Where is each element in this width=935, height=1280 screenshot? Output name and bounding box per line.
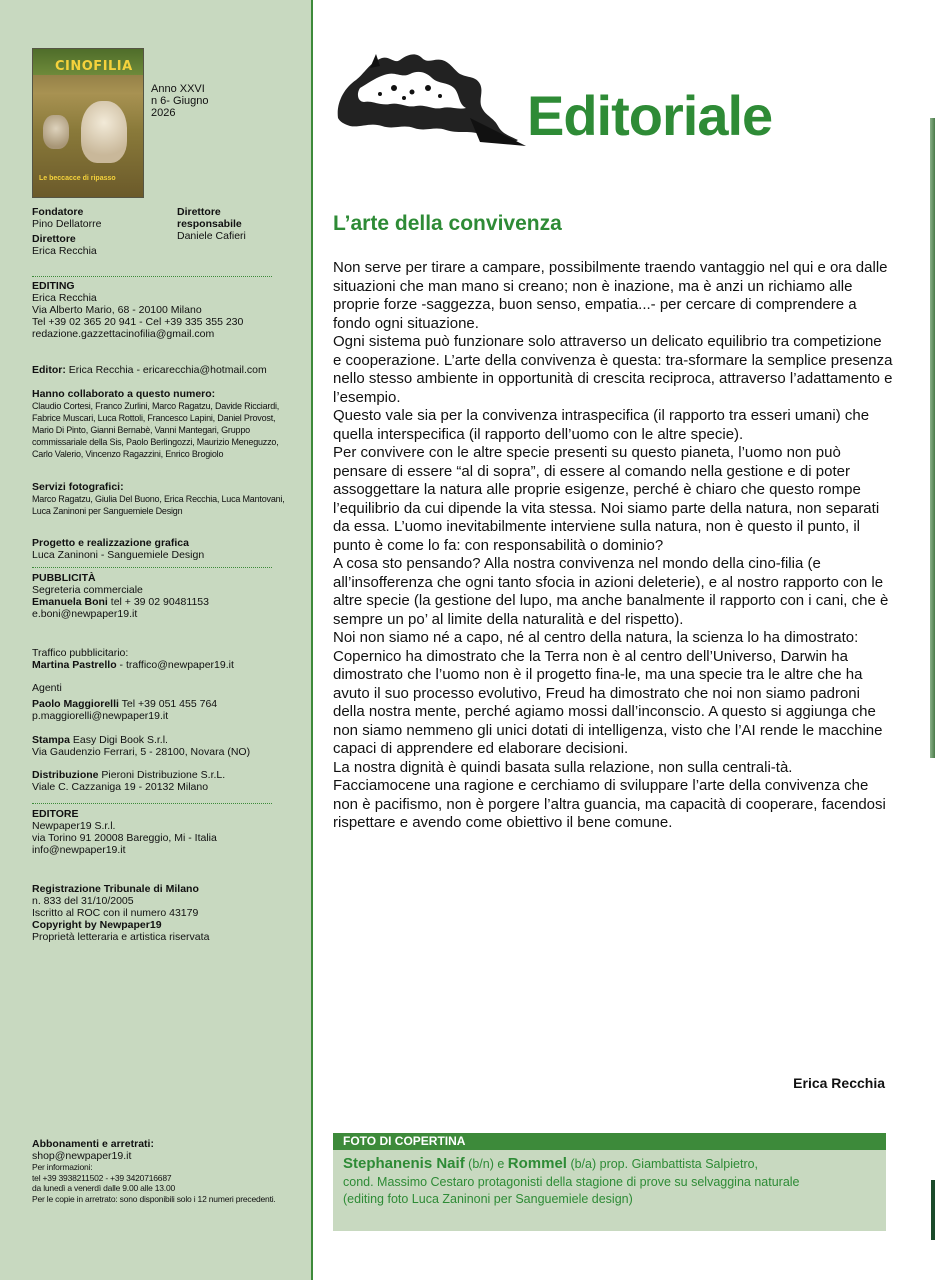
resp-label-2: responsabile <box>177 218 242 230</box>
distribution-value: Pieroni Distribuzione S.r.L. <box>98 769 226 781</box>
sidebar-colophon <box>0 0 313 1280</box>
distribution-block <box>32 769 294 793</box>
advertising-block <box>32 572 294 620</box>
graphics-value: Luca Zaninoni - Sanguemiele Design <box>32 549 205 561</box>
advertising-contact-mail: e.boni@newpaper19.it <box>32 608 138 620</box>
agents-label: Agenti <box>32 682 62 694</box>
dog2-details: (b/a) prop. Giambattista Salpietro, <box>566 1157 759 1171</box>
dog2-name: Rommel <box>507 1155 567 1172</box>
subscriptions-label: Abbonamenti e arretrati: <box>32 1138 154 1150</box>
collaborators-label: Hanno collaborato a questo numero: <box>32 388 216 400</box>
cover-photo-line: cond. Massimo Cestaro protagonisti della stagione di prove su selvaggina naturale <box>343 1174 800 1189</box>
traffic-mail: - traffico@newpaper19.it <box>116 659 234 671</box>
article-paragraph: Questo vale sia per la convivenza intraspecifica (il rapporto tra esseri umani) che quella interspecifica (il rapporto dell’uomo con le altre specie). <box>333 407 870 443</box>
cover-caption: Le beccacce di ripasso <box>39 175 116 182</box>
editing-block <box>32 280 292 340</box>
editor-value: Erica Recchia - ericarecchia@hotmail.com <box>68 364 267 376</box>
editorial-bird-illustration <box>330 48 530 148</box>
cover-photo-header: FOTO DI COPERTINA <box>333 1133 886 1150</box>
dog1-name: Stephanenis Naif <box>343 1155 465 1172</box>
cover-masthead <box>33 49 143 75</box>
resp-name: Daniele Cafieri <box>177 230 246 242</box>
advertising-label: PUBBLICITÀ <box>32 572 96 584</box>
publisher-label: EDITORE <box>32 808 79 820</box>
article-body <box>333 259 893 833</box>
traffic-block <box>32 647 294 671</box>
article-paragraph: Noi non siamo né a capo, né al centro della natura, la scienza lo ha dimostrato: Copernico ha dimostrato che la Terra non è al centro dell’Universo, Darwin ha dimostrato che l’uomo non è il progetto fina-le, ma una specie tra le altre che ha avuto il suo processo evolutivo, Freud ha dimostrato che noi non siamo padroni della nostra mente, perché agiamo mossi dall’inconscio. A questo si aggiunga che non siamo nemmeno gli unici dotati di intelligenza, visto che l’AI rende le macchine capaci di apprendere ed elaborare decisioni. <box>333 629 883 757</box>
issue-year: Anno XXVI <box>151 83 205 95</box>
divider <box>32 803 272 804</box>
distribution-address: Viale C. Cazzaniga 19 - 20132 Milano <box>32 781 209 793</box>
subscriptions-info-line: tel +39 3938211502 - +39 3420716687 <box>32 1172 172 1183</box>
print-label: Stampa <box>32 734 70 746</box>
registration-line: Iscritto al ROC con il numero 43179 <box>32 907 199 919</box>
graphics-block <box>32 537 294 561</box>
article-paragraph: La nostra dignità è quindi basata sulla relazione, non sulla centrali-tà. Facciamocene una ragione e cerchiamo di sviluppare l’arte della convivenza che non è pacifismo, non è porgere l’altra guancia, ma capacità di cooperare, facendosi rispettare e avendo come obiettivo il bene comune. <box>333 758 886 831</box>
director-name: Erica Recchia <box>32 245 97 257</box>
subscriptions-info-line: Per informazioni: <box>32 1162 93 1172</box>
article-paragraph: Per convivere con le altre specie presenti su questo pianeta, l’uomo non può pensare di essere “al di sopra”, di essere al comando nella gestione e di poter assoggettare la natura alle proprie esigenze, perché è chiaro che questo rompe l’equilibrio da cui dipende la vita stessa. Noi siamo parte della natura, non separati da essa. L’uomo inevitabilmente interviene sulla natura, non è questo il punto, il punto è come lo fa: con responsabilità o dominio? <box>333 444 880 554</box>
subscriptions-mail: shop@newpaper19.it <box>32 1150 132 1162</box>
registration-block <box>32 883 294 943</box>
subscriptions-info-line: Per le copie in arretrato: sono disponibili solo i 12 numeri precedenti. <box>32 1193 276 1204</box>
photo-services-block <box>32 481 294 517</box>
copyright-label: Copyright by Newpaper19 <box>32 919 162 931</box>
print-value: Easy Digi Book S.r.l. <box>69 734 168 746</box>
founder-label: Fondatore <box>32 206 84 218</box>
subscriptions-info <box>32 1162 294 1204</box>
cover-thumbnail <box>32 48 144 198</box>
article-paragraph: Non serve per tirare a campare, possibilmente traendo vantaggio nel qui e ora dalle situazioni che man mano si creano; non è inazione, ma è anzi un richiamo alle proprie forze -saggezza, buon senso, empatia...- per cercare di comprendere a fondo ogni situazione. <box>333 259 888 332</box>
subscriptions-info-line: da lunedì a venerdì dalle 9.00 alle 13.00 <box>32 1183 176 1193</box>
director-label: Direttore <box>32 233 76 245</box>
agent-tel: Tel +39 051 455 764 <box>118 698 218 710</box>
resp-director-block <box>177 206 246 242</box>
page-edge-strip <box>930 118 935 758</box>
publisher-line: via Torino 91 20008 Bareggio, Mi - Italia <box>32 832 217 844</box>
cover-dog-back <box>43 115 69 149</box>
advertising-contact-tel: tel + 39 02 90481153 <box>107 596 209 608</box>
editing-line: Via Alberto Mario, 68 - 20100 Milano <box>32 304 202 316</box>
distribution-label: Distribuzione <box>32 769 99 781</box>
advertising-secretary: Segreteria commerciale <box>32 584 143 596</box>
cover-dog-front <box>81 101 127 163</box>
issue-number: n 6- Giugno <box>151 95 209 107</box>
advertising-contact-name: Emanuela Boni <box>32 596 108 608</box>
divider <box>32 276 272 277</box>
issue-date-year: 2026 <box>151 107 176 119</box>
collaborators-block <box>32 388 294 460</box>
publisher-mail: info@newpaper19.it <box>32 844 126 856</box>
agents-block <box>32 682 294 722</box>
photo-services-list: Marco Ragatzu, Giulia Del Buono, Erica Recchia, Luca Mantovani, Luca Zaninoni per Sanguemiele Design <box>32 494 285 516</box>
article-paragraph: A cosa sto pensando? Alla nostra convivenza nel mondo della cino-filia (e all’insofferenza che ogni tanto sfocia in azioni deleterie), e al nostro rapporto con le altre specie (la gestione del lupo, ma anche banalmente il rapporto con i cani, che è sempre un po’ al limite della naturalità e del rispetto). <box>333 555 889 628</box>
agent-name: Paolo Maggiorelli <box>32 698 119 710</box>
agent-mail: p.maggiorelli@newpaper19.it <box>32 710 169 722</box>
section-title: Editoriale <box>527 84 773 147</box>
registration-line: n. 833 del 31/10/2005 <box>32 895 134 907</box>
editor-line <box>32 364 302 376</box>
registration-label: Registrazione Tribunale di Milano <box>32 883 199 895</box>
cover-masthead-text: CINOFILIA <box>55 59 133 74</box>
editing-label: EDITING <box>32 280 75 292</box>
divider <box>32 567 272 568</box>
print-address: Via Gaudenzio Ferrari, 5 - 28100, Novara (NO) <box>32 746 251 758</box>
founder-block <box>32 206 101 257</box>
print-block <box>32 734 294 758</box>
copyright-text: Proprietà letteraria e artistica riservata <box>32 931 210 943</box>
publisher-block <box>32 808 294 856</box>
issue-info <box>151 83 208 119</box>
article-signature: Erica Recchia <box>793 1075 885 1091</box>
founder-name: Pino Dellatorre <box>32 218 102 230</box>
photo-services-label: Servizi fotografici: <box>32 481 124 493</box>
editing-email: redazione.gazzettacinofilia@gmail.com <box>32 328 215 340</box>
editing-line: Erica Recchia <box>32 292 97 304</box>
cover-photo-credit: (editing foto Luca Zaninoni per Sanguemiele design) <box>343 1192 633 1206</box>
editing-line: Tel +39 02 365 20 941 - Cel +39 335 355 230 <box>32 316 244 328</box>
traffic-label: Traffico pubblicitario: <box>32 647 129 659</box>
collaborators-list: Claudio Cortesi, Franco Zurlini, Marco Ragatzu, Davide Ricciardi, Fabrice Muscari, Luca Rottoli, Francesco Lapini, Daniel Provost, Mario Di Pinto, Gianni Bernabè, Vanni Mantegari, Gruppo commissariale della Sis, Paolo Berlingozzi, Maurizio Meneguzzo, Carlo Valerio, Vincenzo Ragazzini, Enrico Brogiolo <box>32 401 280 459</box>
publisher-line: Newpaper19 S.r.l. <box>32 820 116 832</box>
page-edge-strip <box>931 1180 935 1240</box>
editor-label: Editor: <box>32 364 66 376</box>
graphics-label: Progetto e realizzazione grafica <box>32 537 189 549</box>
dog1-sex: (b/n) e <box>464 1157 508 1171</box>
article-paragraph: Ogni sistema può funzionare solo attraverso un delicato equilibrio tra competizione e cooperazione. L’arte della convivenza è questa: tra-sformare la semplice presenza nello stesso ambiente in opportunità di crescita reciproca, attraverso l’adattamento e l’esempio. <box>333 333 893 406</box>
traffic-name: Martina Pastrello <box>32 659 117 671</box>
article-title: L’arte della convivenza <box>333 212 562 235</box>
cover-photo-caption <box>333 1150 886 1214</box>
resp-label-1: Direttore <box>177 206 221 218</box>
subscriptions-block <box>32 1138 294 1204</box>
cover-photo-box <box>333 1133 886 1231</box>
